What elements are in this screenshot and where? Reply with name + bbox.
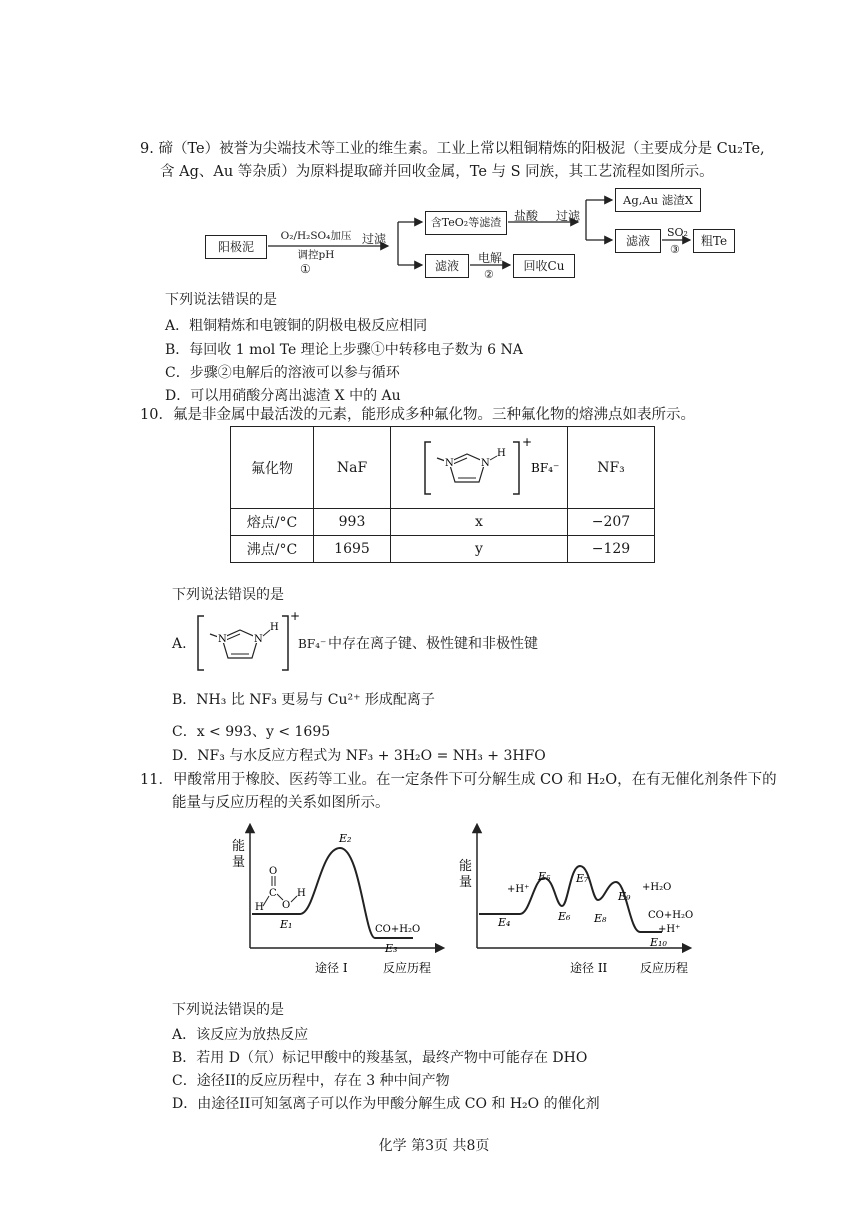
q11-option-a: A．该反应为放热反应 bbox=[172, 1027, 309, 1043]
cell-bp-ionic: y bbox=[391, 536, 568, 563]
svg-text:O: O bbox=[282, 900, 291, 911]
header-naf: NaF bbox=[314, 427, 391, 509]
ion-h: H bbox=[497, 447, 506, 459]
box-filtrate2: 滤液 bbox=[615, 229, 661, 253]
so2-label: SO₂ bbox=[667, 226, 688, 239]
label-e1: E₁ bbox=[280, 918, 293, 931]
step1-conditions-bottom: 调控pH bbox=[297, 249, 335, 261]
box-teo2-residue: 含TeO₂等滤渣 bbox=[425, 211, 507, 235]
svg-text:N: N bbox=[254, 634, 263, 645]
fluoride-table bbox=[230, 426, 655, 563]
q11-option-c: C．途径II的反应历程中，存在 3 种中间产物 bbox=[172, 1073, 450, 1089]
label-product: CO+H₂O bbox=[375, 924, 421, 935]
label-e2: E₂ bbox=[339, 832, 352, 845]
electrolysis-label: 电解 bbox=[478, 251, 503, 265]
q10-option-a-bf4: BF₄⁻ bbox=[298, 637, 327, 651]
table-row-mp bbox=[231, 509, 655, 536]
q11-option-d: D．由途径II可知氢离子可以作为甲酸分解生成 CO 和 H₂O 的催化剂 bbox=[172, 1096, 600, 1112]
x-label-progress1: 反应历程 bbox=[383, 961, 432, 975]
q10-option-c: C．x < 993、y < 1695 bbox=[172, 724, 331, 740]
svg-text:E₆: E₆ bbox=[558, 910, 571, 923]
svg-text:O: O bbox=[269, 866, 278, 877]
q9-stem-line1: 9. 碲（Te）被誉为尖端技术等工业的维生素。工业上常以粗铜精炼的阳极泥（主要成分是 Cu₂Te, bbox=[140, 141, 765, 157]
hcl-label: 盐酸 bbox=[514, 209, 539, 223]
q10-option-a-text: 中存在离子键、极性键和非极性键 bbox=[328, 636, 538, 652]
box-ag-au-residue: Ag,Au 滤渣X bbox=[615, 188, 701, 212]
box-crude-te: 粗Te bbox=[693, 229, 735, 253]
svg-text:E₅: E₅ bbox=[538, 870, 551, 883]
box-recover-cu: 回收Cu bbox=[513, 254, 575, 278]
svg-text:能: 能 bbox=[459, 859, 473, 874]
box-filtrate1: 滤液 bbox=[425, 254, 469, 278]
cell-mp-naf: 993 bbox=[314, 509, 391, 536]
ion-bf4: BF₄⁻ bbox=[531, 460, 560, 475]
y-label-2: 量 bbox=[232, 855, 246, 870]
x-label-path1: 途径 I bbox=[315, 961, 348, 975]
header-fluoride: 氟化物 bbox=[231, 427, 314, 509]
cell-mp-nf3: −207 bbox=[568, 509, 655, 536]
q11-stem-line2: 能量与反应历程的关系如图所示。 bbox=[172, 795, 390, 811]
box-anode-mud: 阳极泥 bbox=[205, 235, 267, 259]
imidazolium-structure bbox=[391, 428, 567, 508]
ion-n2: N bbox=[481, 457, 490, 469]
q10-prompt: 下列说法错误的是 bbox=[172, 587, 284, 603]
label-e3: E₃ bbox=[385, 942, 398, 955]
q11-stem-line1: 11．甲酸常用于橡胶、医药等工业。在一定条件下可分解生成 CO 和 H₂O，在有无催化剂条件下的 bbox=[140, 772, 777, 788]
cell-bp-naf: 1695 bbox=[314, 536, 391, 563]
svg-text:E₇: E₇ bbox=[576, 872, 589, 885]
y-label-1: 能 bbox=[232, 839, 246, 854]
filter1-label: 过滤 bbox=[362, 232, 387, 246]
svg-text:H: H bbox=[255, 902, 264, 913]
svg-text:途径 II: 途径 II bbox=[570, 961, 608, 975]
cell-mp-label: 熔点/°C bbox=[231, 509, 314, 536]
filter2-label: 过滤 bbox=[556, 209, 581, 223]
cell-bp-nf3: −129 bbox=[568, 536, 655, 563]
svg-text:H: H bbox=[270, 622, 279, 633]
step1-conditions-top: O₂/H₂SO₄加压 bbox=[280, 230, 352, 242]
svg-text:E₈: E₈ bbox=[594, 912, 607, 925]
svg-text:+H₂O: +H₂O bbox=[642, 882, 672, 893]
svg-text:+H⁺: +H⁺ bbox=[507, 884, 530, 895]
table-header-row bbox=[231, 427, 655, 509]
q9-option-d: D．可以用硝酸分离出滤渣 X 中的 Au bbox=[165, 388, 401, 404]
q10-option-a-structure bbox=[196, 608, 301, 678]
header-nf3: NF₃ bbox=[568, 427, 655, 509]
ion-n1: N bbox=[445, 457, 454, 469]
q11-prompt: 下列说法错误的是 bbox=[172, 1002, 284, 1018]
svg-text:+: + bbox=[290, 609, 301, 623]
svg-text:C: C bbox=[269, 888, 277, 899]
svg-text:CO+H₂O: CO+H₂O bbox=[648, 910, 694, 921]
svg-text:反应历程: 反应历程 bbox=[640, 961, 689, 975]
q11-option-b: B．若用 D（氘）标记甲酸中的羧基氢，最终产物中可能存在 DHO bbox=[172, 1050, 588, 1066]
q10-stem: 10．氟是非金属中最活泼的元素，能形成多种氟化物。三种氟化物的熔沸点如表所示。 bbox=[140, 407, 695, 423]
q9-option-c: C．步骤②电解后的溶液可以参与循环 bbox=[165, 365, 400, 381]
energy-diagram-path2 bbox=[452, 820, 697, 980]
svg-text:量: 量 bbox=[459, 875, 473, 890]
q10-option-b: B．NH₃ 比 NF₃ 更易与 Cu²⁺ 形成配离子 bbox=[172, 692, 435, 708]
step1-number: ① bbox=[300, 262, 311, 276]
flowchart-arrows bbox=[0, 0, 868, 290]
q9-prompt: 下列说法错误的是 bbox=[165, 292, 277, 308]
svg-text:N: N bbox=[218, 634, 227, 645]
page-footer: 化学 第3页 共8页 bbox=[378, 1138, 490, 1154]
q9-option-a: A．粗铜精炼和电镀铜的阴极电极反应相同 bbox=[165, 318, 428, 334]
svg-text:+H⁺: +H⁺ bbox=[658, 924, 681, 935]
table-row-bp bbox=[231, 536, 655, 563]
cell-bp-label: 沸点/°C bbox=[231, 536, 314, 563]
svg-text:H: H bbox=[297, 888, 306, 899]
svg-text:E₁₀: E₁₀ bbox=[650, 936, 667, 949]
q9-option-b: B．每回收 1 mol Te 理论上步骤①中转移电子数为 6 NA bbox=[165, 342, 523, 358]
header-ionic-liquid bbox=[391, 427, 568, 509]
q10-option-a-prefix: A. bbox=[172, 636, 187, 652]
svg-text:E₉: E₉ bbox=[618, 890, 631, 903]
svg-text:E₄: E₄ bbox=[498, 916, 511, 929]
cell-mp-ionic: x bbox=[391, 509, 568, 536]
step2-number: ② bbox=[484, 268, 494, 281]
energy-diagram-path1 bbox=[225, 820, 455, 980]
q9-stem-line2: 含 Ag、Au 等杂质）为原料提取碲并回收金属，Te 与 S 同族，其工艺流程如图所示。 bbox=[160, 164, 714, 180]
q9-flowchart bbox=[0, 0, 868, 290]
q10-option-d: D．NF₃ 与水反应方程式为 NF₃ + 3H₂O = NH₃ + 3HFO bbox=[172, 748, 546, 764]
step3-number: ③ bbox=[670, 243, 680, 256]
ion-charge: + bbox=[522, 434, 533, 449]
